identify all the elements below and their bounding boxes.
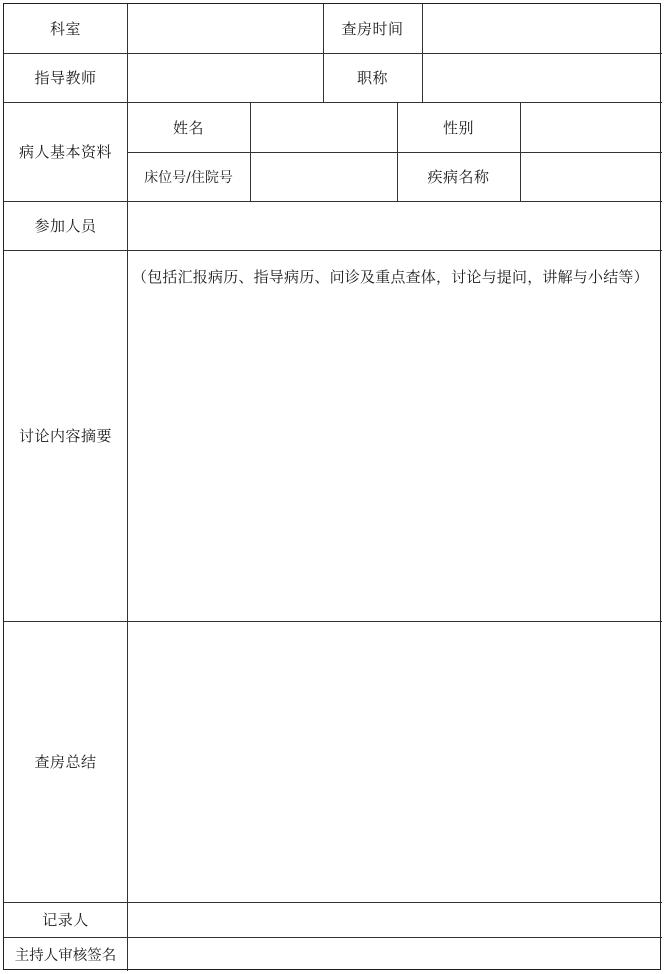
bed-admission-field[interactable] xyxy=(251,152,397,201)
bed-admission-label: 床位号/住院号 xyxy=(144,169,233,186)
department-label: 科室 xyxy=(49,20,81,38)
patient-gender-field[interactable] xyxy=(521,102,662,152)
disease-name-field[interactable] xyxy=(521,152,662,201)
round-summary-field[interactable] xyxy=(128,621,662,902)
recorder-label: 记录人 xyxy=(42,911,89,929)
professional-title-field[interactable] xyxy=(423,53,662,102)
participants-field[interactable] xyxy=(128,201,662,250)
instructor-label: 指导教师 xyxy=(34,69,97,87)
department-field[interactable] xyxy=(128,4,323,53)
ward-round-record-form xyxy=(3,3,661,970)
round-time-label: 查房时间 xyxy=(341,20,404,38)
discussion-summary-label: 讨论内容摘要 xyxy=(18,427,112,445)
round-time-field[interactable] xyxy=(423,4,662,53)
professional-title-label: 职称 xyxy=(356,69,388,87)
patient-name-field[interactable] xyxy=(251,102,397,152)
round-summary-label: 查房总结 xyxy=(34,753,97,771)
discussion-summary-field[interactable] xyxy=(128,250,662,621)
patient-name-label: 姓名 xyxy=(172,118,204,137)
host-signature-label: 主持人审核签名 xyxy=(14,947,117,964)
patient-info-label: 病人基本资料 xyxy=(18,143,112,161)
host-signature-field[interactable] xyxy=(128,937,662,971)
participants-label: 参加人员 xyxy=(34,217,97,235)
recorder-field[interactable] xyxy=(128,902,662,937)
discussion-hint-text: （包括汇报病历、指导病历、问诊及重点查体，讨论与提问，讲解与小结等） xyxy=(132,268,649,286)
patient-gender-label: 性别 xyxy=(442,118,474,137)
instructor-field[interactable] xyxy=(128,53,323,102)
disease-name-label: 疾病名称 xyxy=(427,168,490,186)
